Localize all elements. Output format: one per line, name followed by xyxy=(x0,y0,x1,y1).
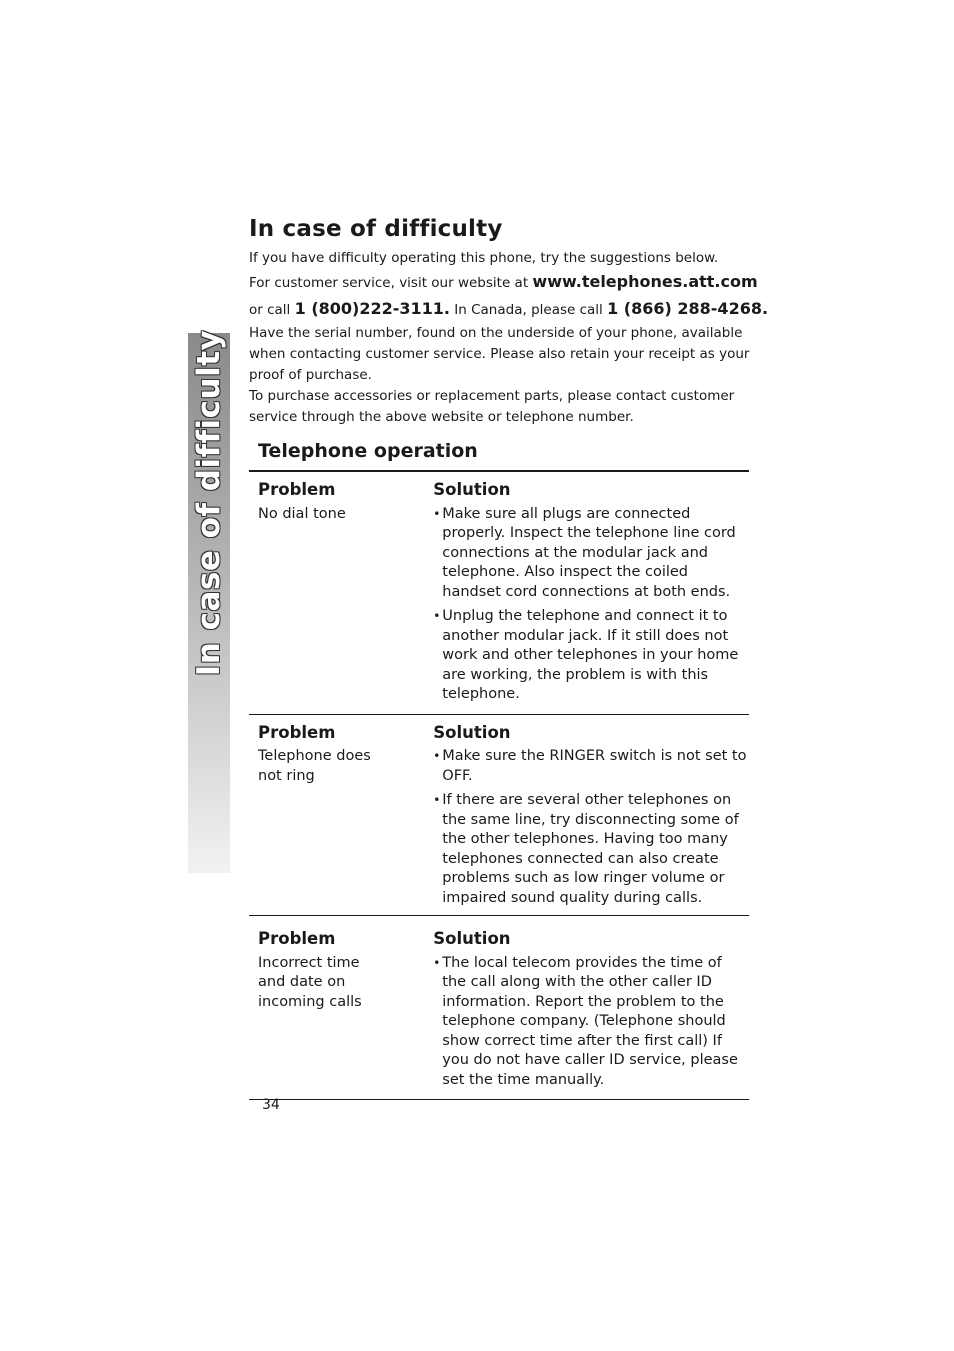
solution-header: Solution xyxy=(433,480,511,499)
page-content xyxy=(249,216,769,1100)
side-tab-label: In case of difficulty xyxy=(191,329,227,677)
table-row xyxy=(249,472,749,715)
website-line xyxy=(249,269,769,296)
solution-item xyxy=(433,607,749,705)
solution-text: Make sure the RINGER switch is not set to OFF. xyxy=(442,748,747,784)
phone-us: 1 (800)222-3111. xyxy=(294,299,450,318)
problem-cell xyxy=(249,926,433,1095)
solution-header: Solution xyxy=(433,929,511,948)
solution-header: Solution xyxy=(433,722,511,742)
problem-text: Telephone does not ring xyxy=(258,748,371,784)
problem-text: Incorrect time and date on incoming calls xyxy=(258,954,362,1010)
call-prefix: or call xyxy=(249,302,291,318)
page-title: In case of difficulty xyxy=(249,216,503,242)
solution-text: The local telecom provides the time of the call along with the other caller ID information. Report the problem to the telephone company. (Telephone should show correct time after the first call) If you do not have caller ID service, please set the time manually. xyxy=(442,954,738,1088)
solution-cell xyxy=(433,926,749,1095)
serial-note: Have the serial number, found on the underside of your phone, available when contacting customer service. Please also retain your receipt as your proof of purchase. xyxy=(249,325,750,383)
solution-cell xyxy=(433,720,749,914)
table-row xyxy=(249,715,749,917)
solution-text: If there are several other telephones on the same line, try disconnecting some of the other telephones. Having too many telephones connected can also create problems such as low ringer volume or impaired sound quality during calls. xyxy=(442,792,739,906)
bullet-icon: • xyxy=(433,955,441,970)
problem-header: Problem xyxy=(258,929,336,948)
solution-item xyxy=(433,747,749,786)
solution-item xyxy=(433,954,749,1091)
phone-canada: 1 (866) 288-4268. xyxy=(607,299,769,318)
problem-cell xyxy=(249,720,433,914)
side-tab xyxy=(188,329,230,873)
solution-text: Make sure all plugs are connected properly. Inspect the telephone line cord connections at the modular jack and telephone. Also inspect the coiled handset cord connections at both ends. xyxy=(442,505,736,600)
solution-item xyxy=(433,505,749,603)
intro-line: If you have difficulty operating this phone, try the suggestions below. xyxy=(249,250,719,266)
section-title: Telephone operation xyxy=(258,440,478,462)
bullet-icon: • xyxy=(433,749,441,763)
bullet-icon: • xyxy=(433,609,441,623)
intro xyxy=(249,248,769,428)
table-row xyxy=(249,916,749,1100)
page-number: 34 xyxy=(262,1097,280,1113)
bullet-icon: • xyxy=(433,793,441,807)
problem-text: No dial tone xyxy=(258,505,346,522)
website-link[interactable]: www.telephones.att.com xyxy=(532,272,758,291)
solution-text: Unplug the telephone and connect it to another modular jack. If it still does not work and other telephones in your home are working, the problem is with this telephone. xyxy=(442,608,739,702)
problem-cell xyxy=(249,477,433,710)
problem-header: Problem xyxy=(258,722,336,742)
canada-text: In Canada, please call xyxy=(454,302,603,318)
troubleshooting-table xyxy=(249,470,749,1100)
bullet-icon: • xyxy=(433,506,441,521)
solution-item xyxy=(433,791,749,908)
problem-header: Problem xyxy=(258,480,336,499)
phone-line xyxy=(249,296,769,323)
solution-cell xyxy=(433,477,749,710)
website-prefix: For customer service, visit our website at xyxy=(249,275,529,291)
accessories-note: To purchase accessories or replacement parts, please contact customer service through the above website or telephone number. xyxy=(249,388,735,425)
